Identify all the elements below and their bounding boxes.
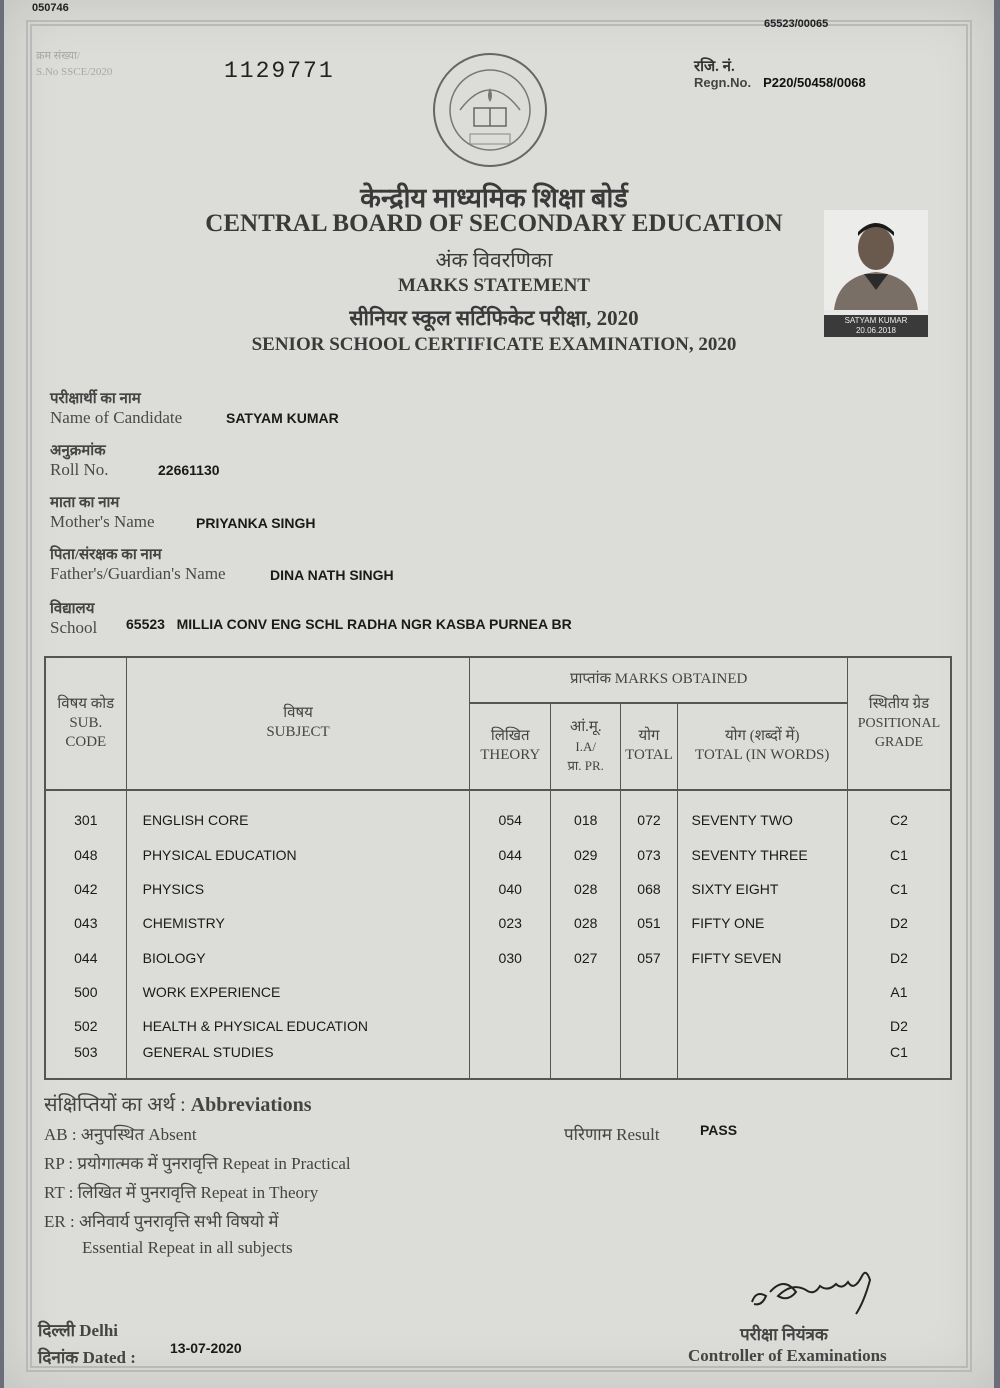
cell-total-words: SEVENTY THREE bbox=[677, 838, 847, 872]
cell-total-words bbox=[677, 975, 847, 1009]
cell-subject: CHEMISTRY bbox=[126, 906, 470, 940]
place: दिल्ली Delhi bbox=[38, 1321, 118, 1340]
abbr-title-hi: संक्षिप्तियों का अर्थ : bbox=[44, 1094, 186, 1116]
cell-code: 500 bbox=[45, 975, 126, 1009]
cell-grade: C2 bbox=[847, 790, 951, 838]
candidate-photo-image bbox=[824, 210, 928, 310]
cell-subject: ENGLISH CORE bbox=[126, 790, 470, 838]
cell-grade: C1 bbox=[847, 872, 951, 906]
photo-caption-date: 20.06.2018 bbox=[855, 326, 897, 335]
field-label-hi: अनुक्रमांक bbox=[50, 443, 106, 459]
abbr-item-er-en: Essential Repeat in all subjects bbox=[82, 1238, 293, 1257]
school-value: 65523 MILLIA CONV ENG SCHL RADHA NGR KASBA PURNEA BR bbox=[126, 616, 572, 632]
header-text: विषय bbox=[283, 705, 313, 722]
header-text: SUB. bbox=[69, 714, 103, 731]
doc-title-en: MARKS STATEMENT bbox=[398, 275, 590, 296]
date-label: दिनांक Dated : bbox=[38, 1348, 136, 1367]
cell-subject: BIOLOGY bbox=[126, 941, 470, 975]
marks-table bbox=[44, 656, 952, 1080]
cell-ia: 027 bbox=[551, 941, 621, 975]
cell-theory: 030 bbox=[470, 941, 551, 975]
abbr-item: ER : अनिवार्य पुनरावृत्ति सभी विषयो में bbox=[44, 1212, 279, 1231]
photo-caption-name: SATYAM KUMAR bbox=[844, 316, 908, 325]
abbr-item: RP : प्रयोगात्मक में पुनरावृत्ति Repeat in Practical bbox=[44, 1154, 351, 1173]
cell-code: 503 bbox=[45, 1043, 126, 1079]
cell-ia: 029 bbox=[551, 838, 621, 872]
cell-grade: C1 bbox=[847, 838, 951, 872]
cell-ia: 018 bbox=[551, 790, 621, 838]
controller-title-hi: परीक्षा नियंत्रक bbox=[740, 1325, 828, 1344]
cell-code: 301 bbox=[45, 790, 126, 838]
cell-subject: PHYSICS bbox=[126, 872, 470, 906]
cell-total: 051 bbox=[621, 906, 677, 940]
field-label-hi: विद्यालय bbox=[50, 601, 95, 617]
col-header-total-words bbox=[677, 703, 847, 790]
col-header-marks-obtained: प्राप्तांक MARKS OBTAINED bbox=[470, 657, 847, 703]
cell-ia bbox=[551, 1043, 621, 1079]
candidate-photo bbox=[824, 210, 928, 335]
cell-total: 073 bbox=[621, 838, 677, 872]
regn-label-hi: रजि. नं. bbox=[694, 59, 735, 75]
roll-no-value: 22661130 bbox=[158, 462, 220, 478]
result-value: PASS bbox=[700, 1122, 738, 1138]
cell-code: 044 bbox=[45, 941, 126, 975]
cell-theory bbox=[470, 1043, 551, 1079]
regn-line bbox=[694, 75, 866, 90]
cell-total-words bbox=[677, 1043, 847, 1079]
cell-theory: 023 bbox=[470, 906, 551, 940]
field-candidate-name bbox=[50, 388, 182, 428]
board-name-hi: केन्द्रीय माध्यमिक शिक्षा बोर्ड bbox=[360, 183, 628, 213]
header-text: प्रा. PR. bbox=[567, 757, 604, 773]
serial-label bbox=[36, 48, 112, 80]
table-row bbox=[45, 1043, 951, 1079]
cell-grade: D2 bbox=[847, 906, 951, 940]
table-row bbox=[45, 975, 951, 1009]
cell-total-words bbox=[677, 1009, 847, 1043]
cell-code: 043 bbox=[45, 906, 126, 940]
header-text: THEORY bbox=[480, 747, 541, 764]
table-row bbox=[45, 906, 951, 940]
cell-code: 042 bbox=[45, 872, 126, 906]
board-name-en: CENTRAL BOARD OF SECONDARY EDUCATION bbox=[205, 210, 783, 237]
abbr-title-en: Abbreviations bbox=[190, 1094, 312, 1116]
cell-subject: GENERAL STUDIES bbox=[126, 1043, 470, 1079]
header-text: SUBJECT bbox=[266, 724, 330, 741]
cell-theory bbox=[470, 1009, 551, 1043]
controller-title-en: Controller of Examinations bbox=[688, 1346, 887, 1365]
cell-theory bbox=[470, 975, 551, 1009]
serial-number: 1129771 bbox=[224, 58, 335, 84]
marks-statement-sheet bbox=[4, 0, 994, 1388]
cell-total-words: SEVENTY TWO bbox=[677, 790, 847, 838]
corner-number-right: 65523/00065 bbox=[764, 18, 829, 30]
table-row bbox=[45, 872, 951, 906]
field-roll-no bbox=[50, 440, 109, 480]
field-label-hi: परीक्षार्थी का नाम bbox=[50, 391, 141, 407]
regn-label: Regn.No. bbox=[694, 75, 752, 90]
field-mother-name bbox=[50, 492, 155, 532]
header-text: स्थितीय ग्रेड bbox=[868, 695, 930, 712]
cell-total-words: FIFTY ONE bbox=[677, 906, 847, 940]
header-text: आं.मू. bbox=[569, 718, 602, 735]
table-row bbox=[45, 1009, 951, 1043]
table-row bbox=[45, 838, 951, 872]
abbr-item: RT : लिखित में पुनरावृत्ति Repeat in Theory bbox=[44, 1183, 319, 1202]
col-header-total bbox=[621, 703, 677, 790]
col-header-ia-pr bbox=[551, 703, 621, 790]
header-text: POSITIONAL bbox=[857, 715, 941, 731]
cell-code: 048 bbox=[45, 838, 126, 872]
cell-total: 068 bbox=[621, 872, 677, 906]
cell-theory: 044 bbox=[470, 838, 551, 872]
cell-total bbox=[621, 1043, 677, 1079]
cell-code: 502 bbox=[45, 1009, 126, 1043]
field-label-en: Name of Candidate bbox=[50, 408, 183, 427]
field-label-en: School bbox=[50, 618, 98, 637]
cell-subject: WORK EXPERIENCE bbox=[126, 975, 470, 1009]
cell-total-words: FIFTY SEVEN bbox=[677, 941, 847, 975]
exam-title-en: SENIOR SCHOOL CERTIFICATE EXAMINATION, 2020 bbox=[251, 334, 737, 355]
cell-ia: 028 bbox=[551, 906, 621, 940]
cell-total-words: SIXTY EIGHT bbox=[677, 872, 847, 906]
cell-total: 057 bbox=[621, 941, 677, 975]
col-header-grade bbox=[847, 657, 951, 790]
header-text: लिखित bbox=[490, 728, 530, 745]
field-label-en: Roll No. bbox=[50, 460, 109, 479]
abbr-item: AB : अनुपस्थित Absent bbox=[44, 1125, 197, 1144]
cell-grade: A1 bbox=[847, 975, 951, 1009]
cell-subject: PHYSICAL EDUCATION bbox=[126, 838, 470, 872]
col-header-code bbox=[45, 657, 126, 790]
cell-subject: HEALTH & PHYSICAL EDUCATION bbox=[126, 1009, 470, 1043]
table-row bbox=[45, 790, 951, 838]
header-text: योग (शब्दों में) bbox=[724, 728, 800, 745]
field-label-en: Father's/Guardian's Name bbox=[50, 564, 226, 583]
exam-title-hi: सीनियर स्कूल सर्टिफिकेट परीक्षा, 2020 bbox=[349, 306, 639, 330]
father-name-value: DINA NATH SINGH bbox=[270, 567, 394, 583]
mother-name-value: PRIYANKA SINGH bbox=[196, 515, 316, 531]
cell-grade: C1 bbox=[847, 1043, 951, 1079]
table-row bbox=[45, 941, 951, 975]
header-text: विषय कोड bbox=[57, 695, 115, 712]
cell-ia bbox=[551, 1009, 621, 1043]
col-header-subject bbox=[126, 657, 470, 790]
field-label-en: Mother's Name bbox=[50, 512, 155, 531]
cell-grade: D2 bbox=[847, 941, 951, 975]
header-text: योग bbox=[638, 728, 660, 745]
field-school bbox=[50, 598, 97, 638]
field-label-hi: माता का नाम bbox=[50, 495, 120, 511]
doc-title-hi: अंक विवरणिका bbox=[435, 248, 553, 272]
result-label: परिणाम Result bbox=[564, 1125, 660, 1144]
abbreviations-title bbox=[44, 1090, 311, 1117]
cell-ia bbox=[551, 975, 621, 1009]
cell-theory: 040 bbox=[470, 872, 551, 906]
regn-value: P220/50458/0068 bbox=[763, 75, 866, 90]
cell-total bbox=[621, 975, 677, 1009]
header-text: CODE bbox=[65, 733, 107, 750]
cell-grade: D2 bbox=[847, 1009, 951, 1043]
cell-total bbox=[621, 1009, 677, 1043]
candidate-name-value: SATYAM KUMAR bbox=[226, 410, 339, 426]
header-text: TOTAL bbox=[625, 747, 673, 764]
cell-total: 072 bbox=[621, 790, 677, 838]
col-header-theory bbox=[470, 703, 551, 790]
header-text: GRADE bbox=[874, 734, 924, 750]
field-label-hi: पिता/संरक्षक का नाम bbox=[50, 547, 162, 563]
serial-label-en: S.No SSCE/2020 bbox=[36, 66, 113, 78]
corner-number-left: 050746 bbox=[32, 2, 69, 14]
cell-ia: 028 bbox=[551, 872, 621, 906]
cbse-emblem-logo bbox=[430, 50, 550, 170]
controller-signature bbox=[744, 1262, 894, 1322]
header-text: I.A/ bbox=[575, 738, 597, 754]
date-value: 13-07-2020 bbox=[170, 1340, 242, 1356]
serial-label-hi: क्रम संख्या/ bbox=[36, 50, 80, 62]
cell-theory: 054 bbox=[470, 790, 551, 838]
field-father-name bbox=[50, 544, 226, 584]
header-text: TOTAL (IN WORDS) bbox=[695, 747, 830, 764]
